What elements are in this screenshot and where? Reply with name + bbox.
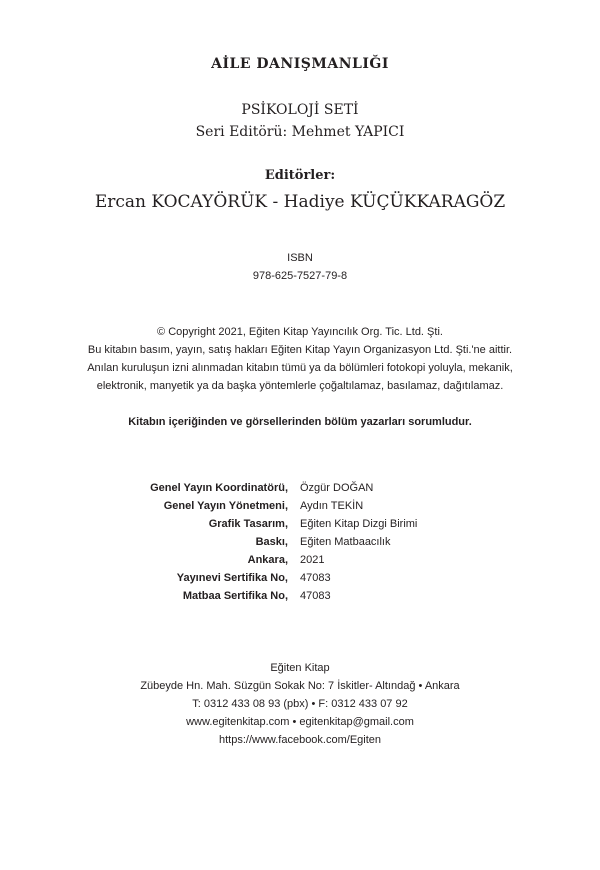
responsibility-note: Kitabın içeriğinden ve görsellerinden bölüm yazarları sorumludur.	[128, 416, 472, 428]
credit-label: Baskı,	[255, 536, 288, 548]
credit-row	[0, 536, 600, 554]
series-editor: Seri Editörü: Mehmet YAPICI	[195, 124, 405, 140]
copyright-line: Bu kitabın basım, yayın, satış hakları Eğiten Kitap Yayın Organizasyon Ltd. Şti.'ne aittir.	[87, 344, 513, 356]
credit-row	[0, 590, 600, 608]
credit-value: 2021	[300, 554, 325, 566]
credit-value: Eğiten Kitap Dizgi Birimi	[300, 518, 418, 530]
isbn-label: ISBN	[287, 252, 313, 264]
credit-label: Genel Yayın Yönetmeni,	[163, 500, 288, 512]
publisher-web-email: www.egitenkitap.com • egitenkitap@gmail.com	[186, 716, 414, 728]
copyright-line: elektronik, manyetik ya da başka yöntemlerle çoğaltılamaz, basılamaz, dağıtılamaz.	[96, 380, 504, 392]
credit-value: Özgür DOĞAN	[300, 482, 374, 494]
book-title: AİLE DANIŞMANLIĞI	[211, 56, 389, 72]
publisher-name: Eğiten Kitap	[270, 662, 330, 674]
publisher-facebook: https://www.facebook.com/Egiten	[218, 734, 382, 746]
credit-value: 47083	[300, 572, 331, 584]
editors-label: Editörler:	[264, 168, 336, 183]
credit-row	[0, 482, 600, 500]
credit-row	[0, 500, 600, 518]
editors-names: Ercan KOCAYÖRÜK - Hadiye KÜÇÜKKARAGÖZ	[94, 192, 506, 212]
publisher-address: Zübeyde Hn. Mah. Süzgün Sokak No: 7 İskitler- Altındağ • Ankara	[140, 680, 460, 692]
series-name: PSİKOLOJİ SETİ	[241, 102, 359, 118]
credit-label: Grafik Tasarım,	[208, 518, 288, 530]
credit-row	[0, 572, 600, 590]
credit-label: Genel Yayın Koordinatörü,	[150, 482, 288, 494]
isbn-value: 978-625-7527-79-8	[252, 270, 348, 282]
publisher-phone: T: 0312 433 08 93 (pbx) • F: 0312 433 07 92	[192, 698, 408, 710]
copyright-line: Anılan kuruluşun izni alınmadan kitabın tümü ya da bölümleri fotokopi yoluyla, mekanik,	[87, 362, 513, 374]
copyright-line: © Copyright 2021, Eğiten Kitap Yayıncılık Org. Tic. Ltd. Şti.	[157, 326, 443, 338]
credit-label: Yayınevi Sertifika No,	[176, 572, 288, 584]
credit-row	[0, 554, 600, 572]
credit-row	[0, 518, 600, 536]
credit-value: Aydın TEKİN	[300, 500, 364, 512]
credit-label: Ankara,	[247, 554, 288, 566]
credit-value: Eğiten Matbaacılık	[300, 536, 391, 548]
credit-value: 47083	[300, 590, 331, 602]
credit-label: Matbaa Sertifika No,	[182, 590, 288, 602]
